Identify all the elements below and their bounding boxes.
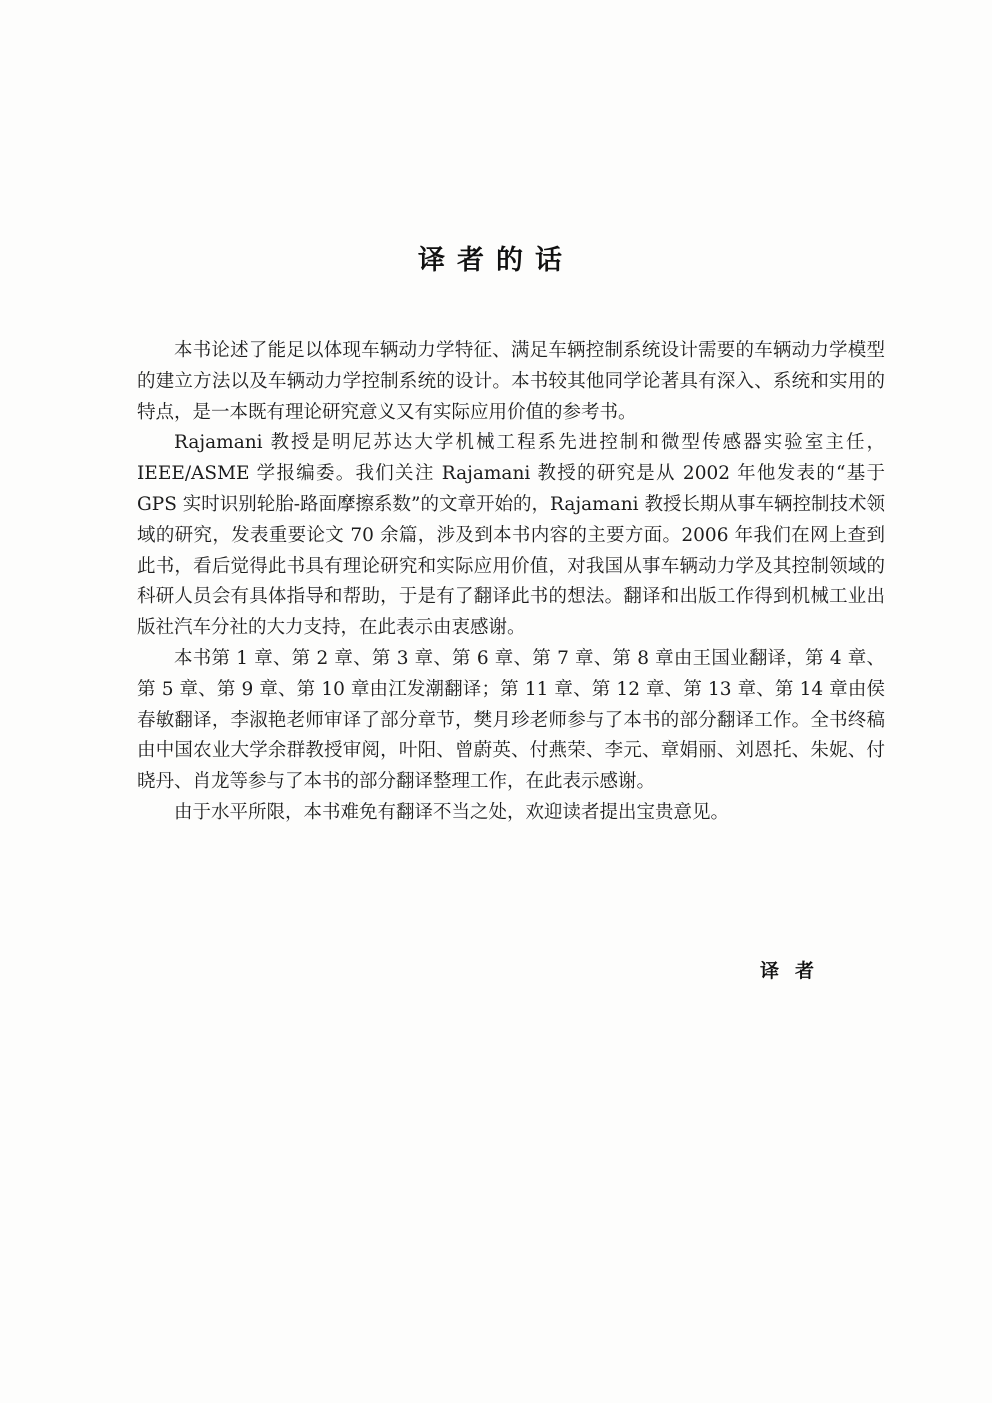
body-text <box>137 336 885 829</box>
paragraph-4: 由于水平所限，本书难免有翻译不当之处，欢迎读者提出宝贵意见。 <box>174 801 730 823</box>
paragraph-2: Rajamani 教授是明尼苏达大学机械工程系先进控制和微型传感器实验室主任，IEEE/ASME 学报编委。我们关注 Rajamani 教授的研究是从 2002 年他发表的“基于 GPS 实时识别轮胎-路面摩擦系数”的文章开始的，Rajamani 教授长期从事车辆控制技术领域的研究，发表重要论文 70 余篇，涉及到本书内容的主要方面。2006 年我们在网上查到此书，看后觉得此书具有理论研究和实际应用价值，对我国从事车辆动力学及其控制领域的科研人员会有具体指导和帮助，于是有了翻译此书的想法。翻译和出版工作得到机械工业出版社汽车分社的大力支持，在此表示由衷感谢。 <box>137 432 885 639</box>
paragraph-3: 本书第 1 章、第 2 章、第 3 章、第 6 章、第 7 章、第 8 章由王国业翻译，第 4 章、第 5 章、第 9 章、第 10 章由江发潮翻译；第 11 章、第 12 章、第 13 章、第 14 章由侯春敏翻译，李淑艳老师审译了部分章节，樊月珍老师参与了本书的部分翻译工作。全书终稿由中国农业大学余群教授审阅，叶阳、曾蔚英、付燕荣、李元、章娟丽、刘恩托、朱妮、付晓丹、肖龙等参与了本书的部分翻译整理工作，在此表示感谢。 <box>137 647 885 793</box>
signature: 译者 <box>760 960 831 982</box>
paragraph-1: 本书论述了能足以体现车辆动力学特征、满足车辆控制系统设计需要的车辆动力学模型的建立方法以及车辆动力学控制系统的设计。本书较其他同学论著具有深入、系统和实用的特点，是一本既有理论研究意义又有实际应用价值的参考书。 <box>137 340 885 423</box>
page-title: 译者的话 <box>418 245 574 276</box>
